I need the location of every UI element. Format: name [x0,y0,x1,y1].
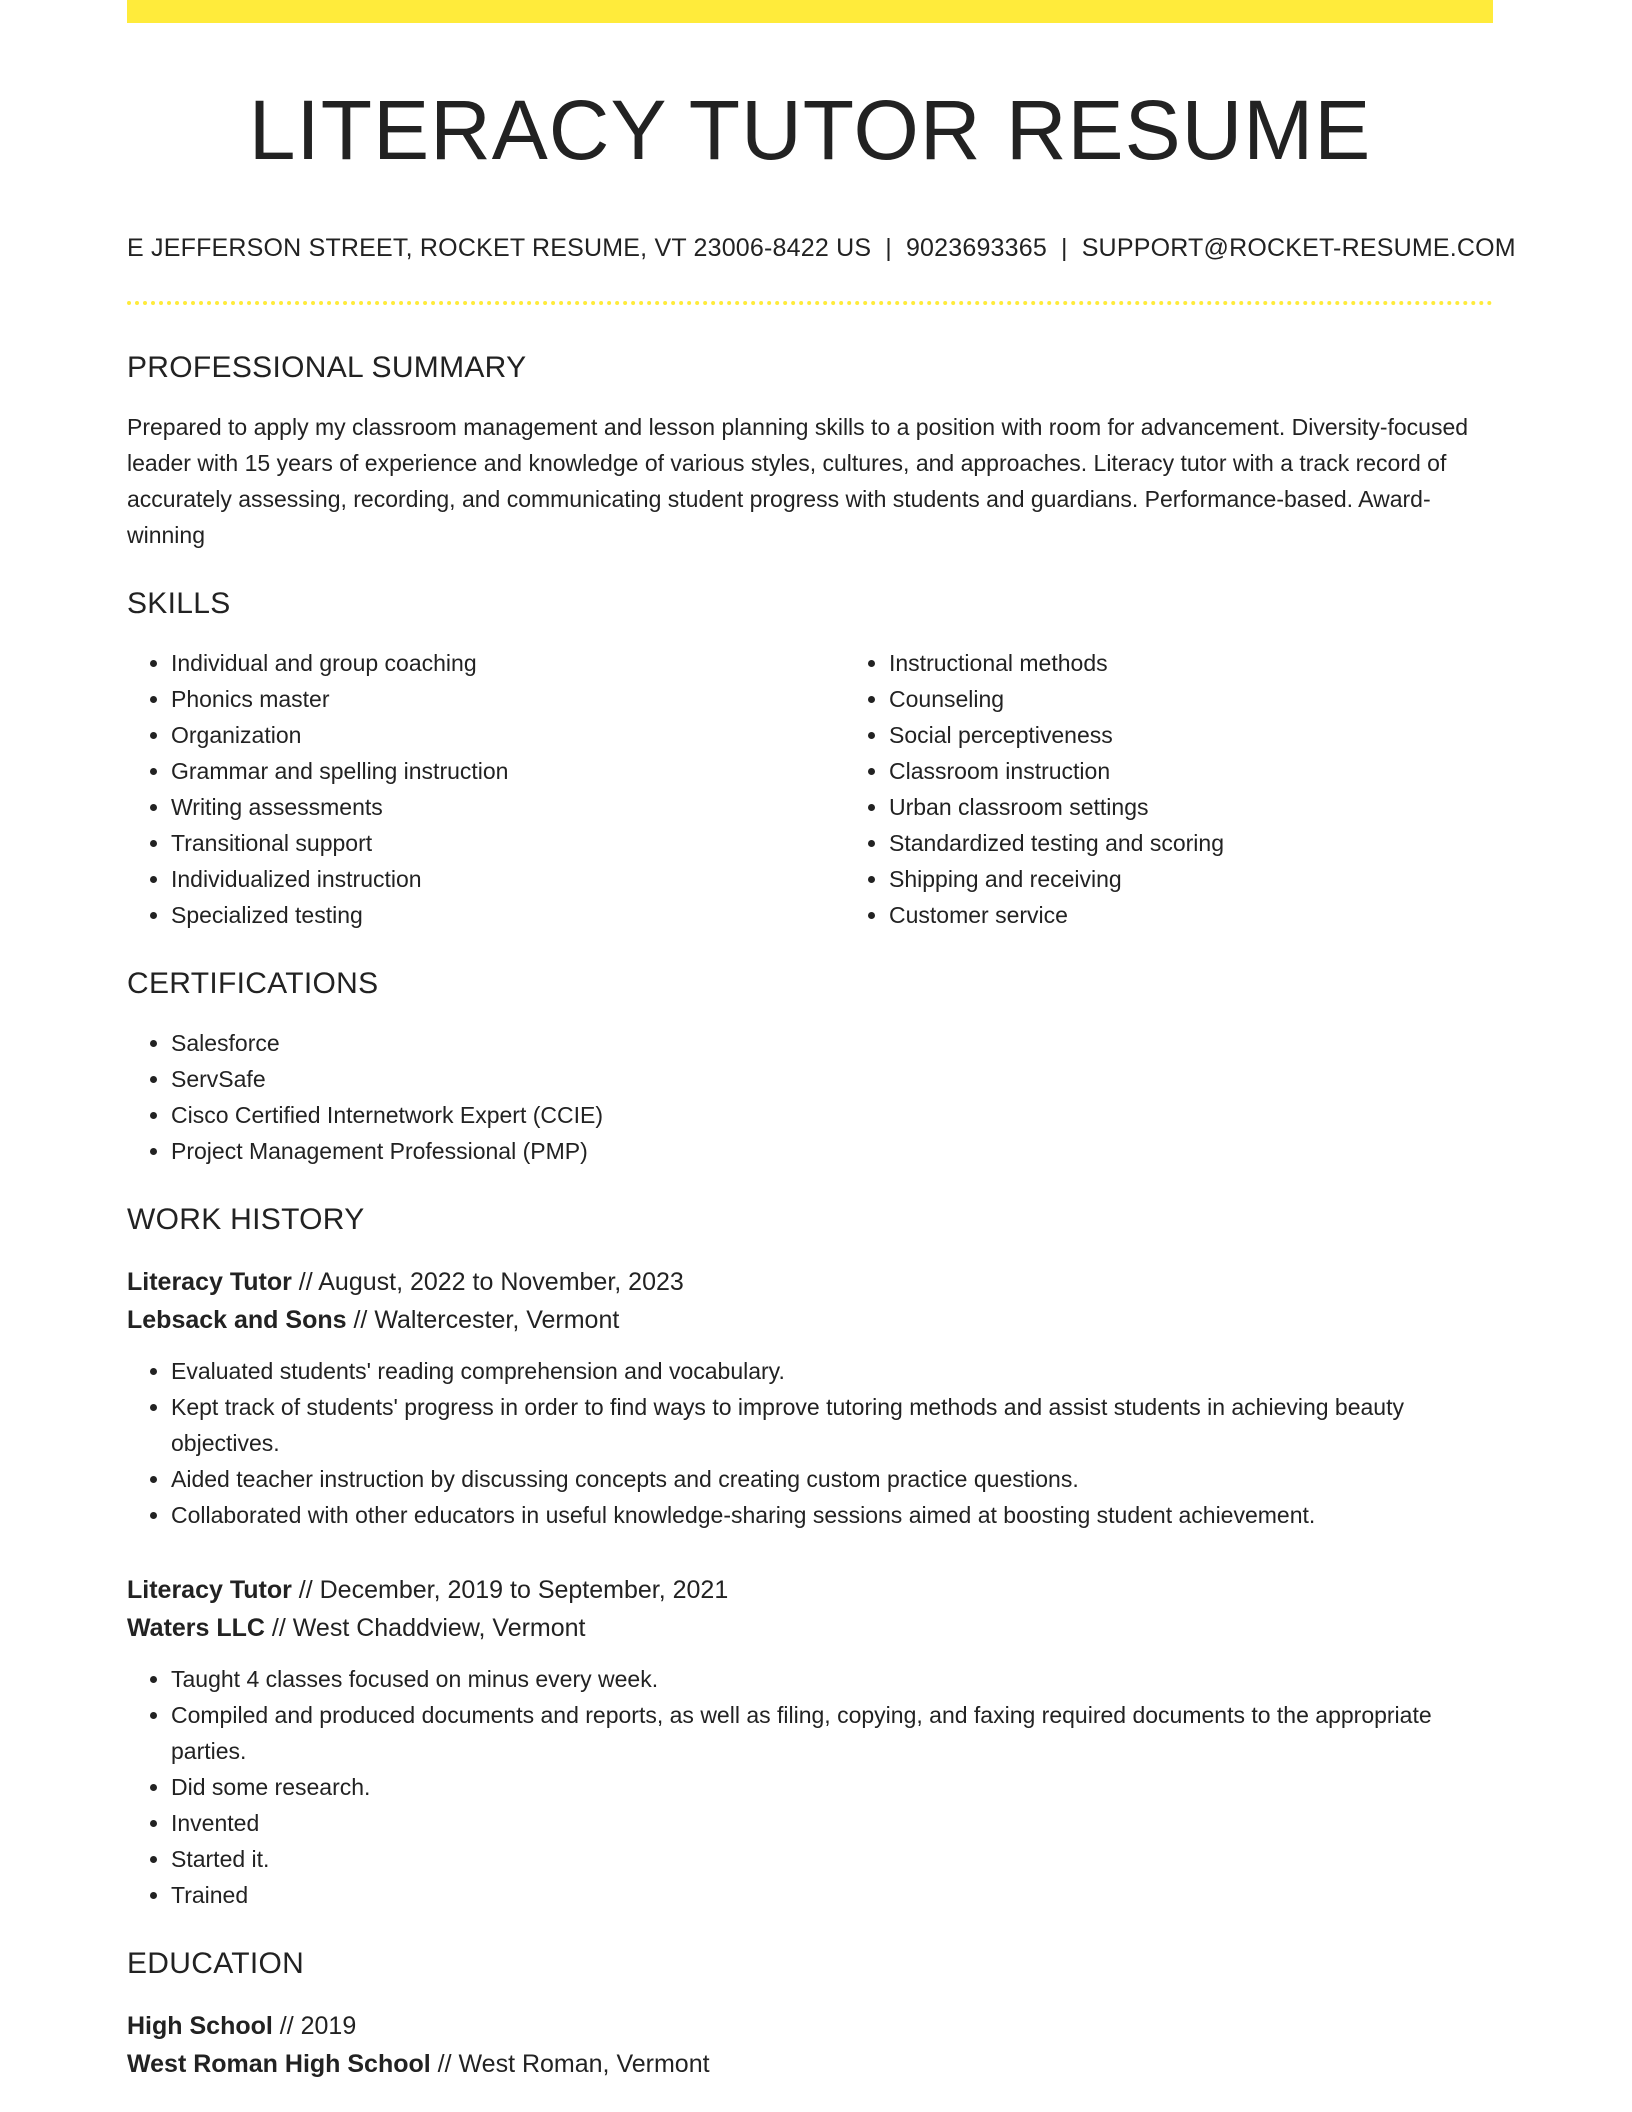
certification-item: • ServSafe [171,1061,1493,1097]
skill-item: • Classroom instruction [889,753,1519,789]
job-bullet: • Trained [171,1877,1493,1913]
skill-item: • Transitional support [171,825,801,861]
education-school-line [127,2045,1493,2083]
contact-line [127,234,1516,263]
job-location: // West Chaddview, Vermont [264,1614,586,1643]
skills-list-left [127,645,801,933]
job-bullet: • Taught 4 classes focused on minus every week. [171,1661,1493,1697]
resume-title: LITERACY TUTOR RESUME [248,83,1372,177]
skill-item: • Organization [171,717,801,753]
contact-separator: | [885,234,892,263]
job-bullets [127,1661,1493,1913]
certification-item: • Cisco Certified Internetwork Expert (CCIE) [171,1097,1493,1133]
education-section [127,1947,1493,2083]
job-bullets [127,1353,1493,1533]
job-dates: // December, 2019 to September, 2021 [291,1576,729,1605]
job-bullet: • Aided teacher instruction by discussing concepts and creating custom practice questions. [171,1461,1493,1497]
job-bullet: • Collaborated with other educators in useful knowledge-sharing sessions aimed at boosting student achievement. [171,1497,1493,1533]
job-bullet: • Did some research. [171,1769,1493,1805]
education-degree-line [127,2007,1493,2045]
job-bullet: • Invented [171,1805,1493,1841]
certification-item: • Salesforce [171,1025,1493,1061]
skills-list-right [845,645,1519,933]
top-accent-bar [127,0,1493,23]
summary-text: Prepared to apply my classroom management and lesson planning skills to a position with room for advancement. Diversity-focused leader with 15 years of experience and knowledge of various styles, cultures, and approaches. Literacy tutor with a track record of accurately assessing, recording, and communicating student progress with students and guardians. Performance-based. Award-winning [127,414,1469,549]
job-entry [127,1571,1493,1913]
skill-item: • Phonics master [171,681,801,717]
education-location: // West Roman, Vermont [430,2050,710,2079]
skill-item: • Urban classroom settings [889,789,1519,825]
contact-email: SUPPORT@ROCKET-RESUME.COM [1081,234,1516,263]
job-entry [127,1263,1493,1533]
summary-heading: PROFESSIONAL SUMMARY [127,351,527,385]
job-title-line [127,1571,1493,1609]
certifications-list [127,1025,1493,1169]
resume-page [127,0,1516,2083]
work-history-section [127,1203,1493,1913]
job-company-line [127,1609,1493,1647]
education-entry [127,2007,1493,2083]
job-dates: // August, 2022 to November, 2023 [291,1268,684,1297]
skill-item: • Shipping and receiving [889,861,1519,897]
job-location: // Waltercester, Vermont [346,1306,620,1335]
job-title: Literacy Tutor [127,1268,292,1297]
skill-item: • Individual and group coaching [171,645,801,681]
education-degree: High School [127,2012,273,2041]
contact-phone: 9023693365 [905,234,1047,263]
skills-section [127,587,1493,933]
work-history-heading: WORK HISTORY [127,1203,365,1237]
skill-item: • Standardized testing and scoring [889,825,1519,861]
skills-columns [127,645,1493,933]
dotted-divider [127,301,1493,305]
contact-separator: | [1060,234,1068,263]
skill-item: • Individualized instruction [171,861,801,897]
job-title: Literacy Tutor [127,1576,292,1605]
job-bullet: • Kept track of students' progress in order to find ways to improve tutoring methods and assist students in achieving beauty objectives. [171,1389,1493,1461]
skill-item: • Counseling [889,681,1519,717]
skill-item: • Social perceptiveness [889,717,1519,753]
job-company: Lebsack and Sons [127,1306,347,1335]
contact-address: E JEFFERSON STREET, ROCKET RESUME, VT 23006-8422 US [127,234,872,263]
education-school: West Roman High School [127,2050,431,2079]
job-bullet: • Evaluated students' reading comprehension and vocabulary. [171,1353,1493,1389]
skill-item: • Specialized testing [171,897,801,933]
certifications-section [127,967,1493,1169]
skill-item: • Customer service [889,897,1519,933]
skill-item: • Writing assessments [171,789,801,825]
summary-section [127,351,1493,553]
education-heading: EDUCATION [127,1947,305,1981]
certifications-heading: CERTIFICATIONS [127,967,379,1001]
skill-item: • Grammar and spelling instruction [171,753,801,789]
job-bullet: • Started it. [171,1841,1493,1877]
skill-item: • Instructional methods [889,645,1519,681]
job-title-line [127,1263,1493,1301]
certification-item: • Project Management Professional (PMP) [171,1133,1493,1169]
education-year: // 2019 [272,2012,357,2041]
skills-heading: SKILLS [127,587,231,621]
job-company-line [127,1301,1493,1339]
job-company: Waters LLC [127,1614,265,1643]
job-bullet: • Compiled and produced documents and reports, as well as filing, copying, and faxing required documents to the appropriate parties. [171,1697,1493,1769]
